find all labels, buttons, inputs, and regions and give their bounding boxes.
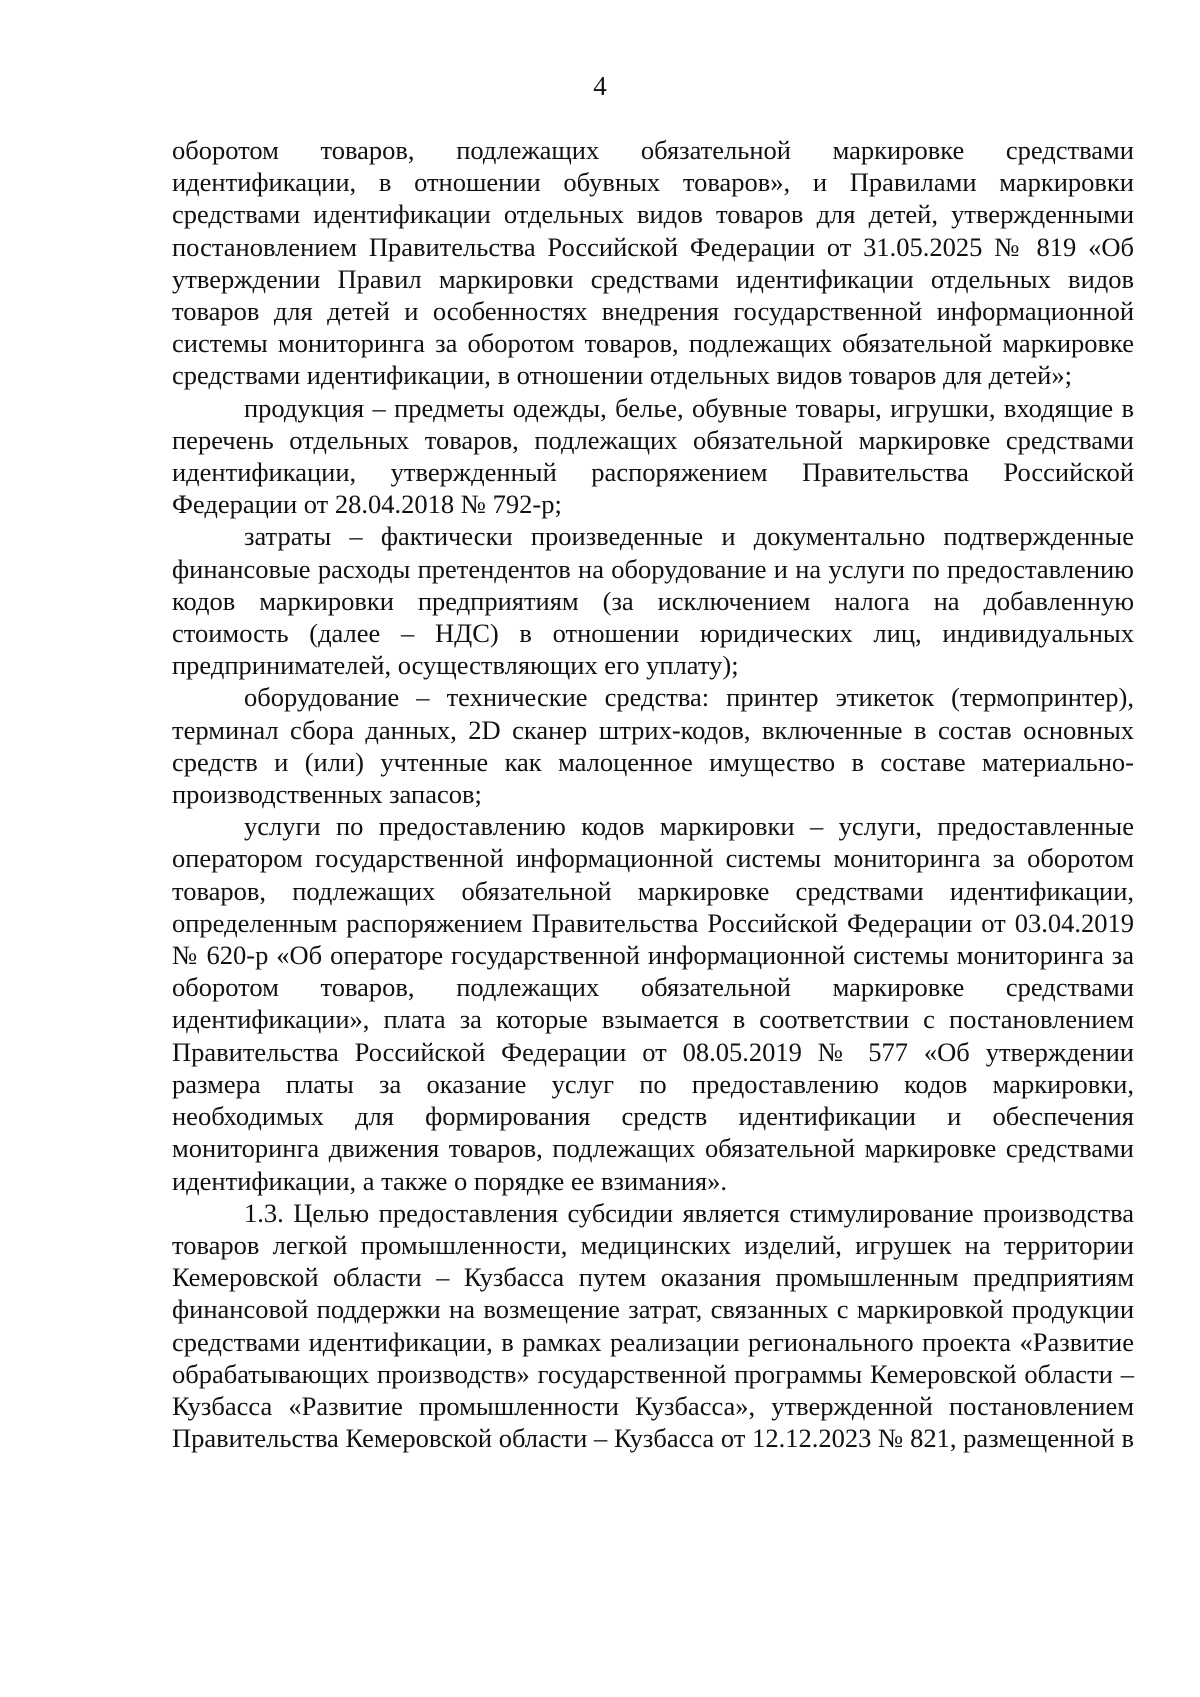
- paragraph-continuation: оборотом товаров, подлежащих обязательной маркировке средствами идентификации, в отношении обувных товаров», и Правилами маркировки средствами идентификации отдельных видов товаров для детей, утвержденными постановлением Правительства Российской Федерации от 31.05.2025 № 819 «Об утверждении Правил маркировки средствами идентификации отдельных видов товаров для детей и особенностях внедрения государственной информационной системы мониторинга за оборотом товаров, подлежащих обязательной маркировке средствами идентификации, в отношении отдельных видов товаров для детей»;: [172, 135, 1134, 391]
- paragraph-definition-products: продукция – предметы одежды, белье, обувные товары, игрушки, входящие в перечень отдельных товаров, подлежащих обязательной маркировке средствами идентификации, утвержденный распоряжением Правительства Российской Федерации от 28.04.2018 № 792-р;: [172, 392, 1134, 520]
- paragraph-definition-costs: затраты – фактически произведенные и документально подтвержденные финансовые расходы претендентов на оборудование и на услуги по предоставлению кодов маркировки предприятиям (за исключением налога на добавленную стоимость (далее – НДС) в отношении юридических лиц, индивидуальных предпринимателей, осуществляющих его уплату);: [172, 521, 1134, 681]
- page-number: 4: [593, 71, 607, 101]
- paragraph-definition-equipment: оборудование – технические средства: принтер этикеток (термопринтер), терминал сбора данных, 2D сканер штрих-кодов, включенные в состав основных средств и (или) учтенные как малоценное имущество в составе материально-производственных запасов;: [172, 682, 1134, 810]
- document-body: [172, 134, 1134, 1454]
- paragraph-definition-services: услуги по предоставлению кодов маркировки – услуги, предоставленные оператором государственной информационной системы мониторинга за оборотом товаров, подлежащих обязательной маркировке средствами идентификации, определенным распоряжением Правительства Российской Федерации от 03.04.2019 № 620-р «Об операторе государственной информационной системы мониторинга за оборотом товаров, подлежащих обязательной маркировке средствами идентификации», плата за которые взымается в соответствии с постановлением Правительства Российской Федерации от 08.05.2019 № 577 «Об утверждении размера платы за оказание услуг по предоставлению кодов маркировки, необходимых для формирования средств идентификации и обеспечения мониторинга движения товаров, подлежащих обязательной маркировке средствами идентификации, а также о порядке ее взимания».: [172, 811, 1134, 1196]
- paragraph-section-1-3: 1.3. Целью предоставления субсидии является стимулирование производства товаров легкой промышленности, медицинских изделий, игрушек на территории Кемеровской области – Кузбасса путем оказания промышленным предприятиям финансовой поддержки на возмещение затрат, связанных с маркировкой продукции средствами идентификации, в рамках реализации регионального проекта «Развитие обрабатывающих производств» государственной программы Кемеровской области – Кузбасса «Развитие промышленности Кузбасса», утвержденной постановлением Правительства Кемеровской области – Кузбасса от 12.12.2023 № 821, размещенной в: [172, 1197, 1134, 1454]
